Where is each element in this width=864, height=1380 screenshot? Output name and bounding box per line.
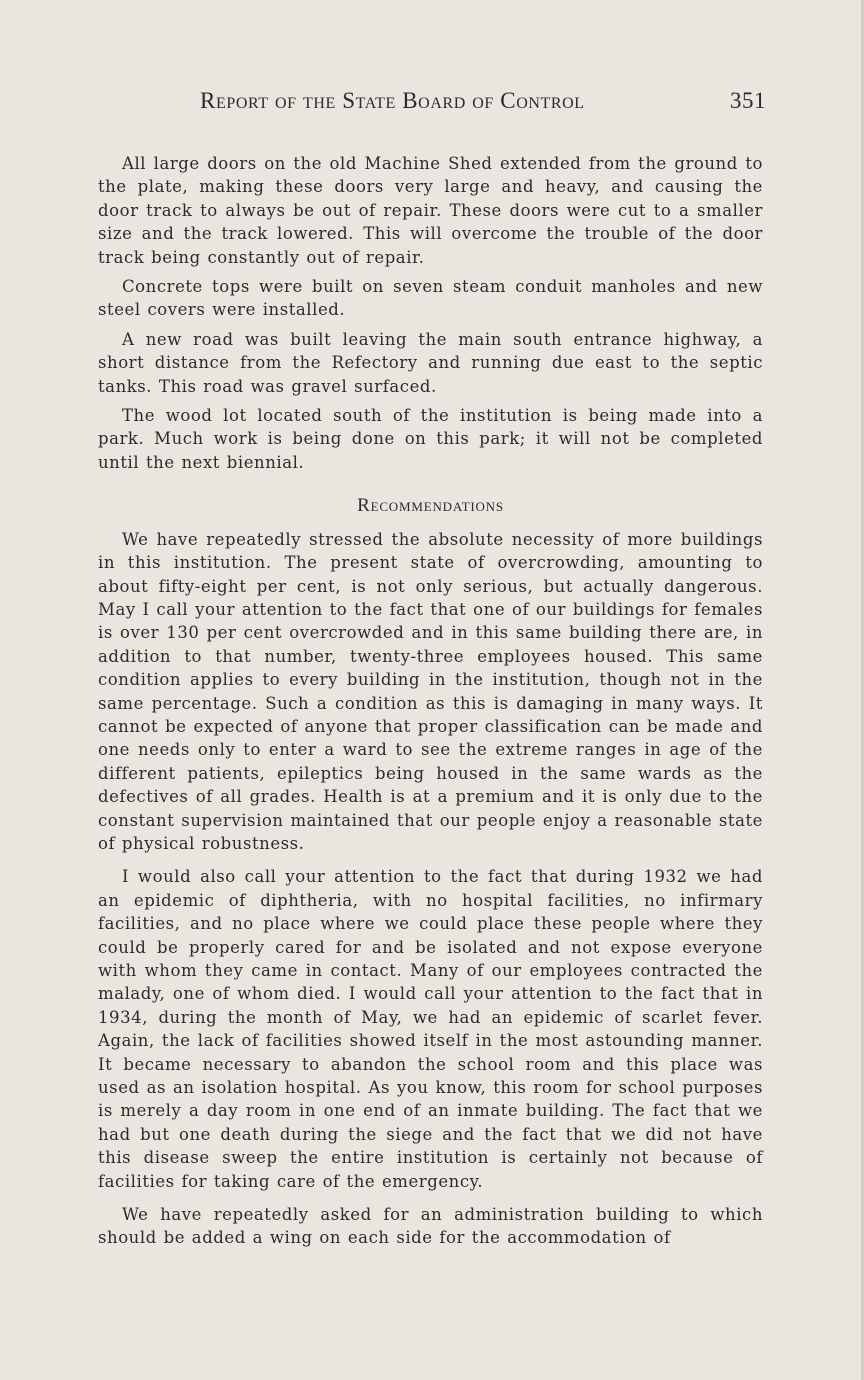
paragraph-machine-shed-doors: All large doors on the old Machine Shed extended from the ground to the plate, making these doors very large and heavy, and causing the door track to always be out of repair. These doors were cut to a smaller size and the track lowered. This will overcome the trouble of the door track being constantly out of repair. (98, 154, 763, 267)
running-head: Report of the State Board of Control (200, 88, 585, 113)
paragraph-wood-lot: The wood lot located south of the institution is being made into a park. Much work is being done on this park; it will not be completed until the next biennial. (98, 406, 763, 472)
paragraph-new-road: A new road was built leaving the main south entrance highway, a short distance from the Refectory and running due east to the septic tanks. This road was gravel surfaced. (98, 329, 763, 396)
page-header (200, 88, 766, 122)
paragraph-epidemics: I would also call your attention to the fact that during 1932 we had an epidemic of diphtheria, with no hospital facilities, no infirmary facilities, and no place where we could place these people where they could be properly cared for and be isolated and not expose everyone with whom they came in contact. Many of our employees contracted the malady, one of whom died. I would call your attention to the fact that in 1934, during the month of May, we had an epidemic of scarlet fever. Again, the lack of facilities showed itself in the most astounding manner. It became necessary to abandon the school room and this place was used as an isolation hospital. As you know, this room for school purposes is merely a day room in one end of an inmate building. The fact that we had but one death during the siege and the fact that we did not have this disease sweep the entire institution is certainly not because of facilities for taking care of the emergency. (98, 867, 763, 1191)
body-text (98, 152, 763, 1250)
paragraph-conduit-manholes: Concrete tops were built on seven steam conduit manholes and new steel covers were installed. (98, 277, 763, 320)
section-heading-recommendations: Recommendations (357, 495, 504, 517)
paragraph-administration-building: We have repeatedly asked for an administration building to which should be added a wing on each side for the accommodation of (98, 1205, 763, 1248)
paragraph-overcrowding: We have repeatedly stressed the absolute necessity of more buildings in this institution. The present state of overcrowding, amounting to about fifty-eight per cent, is not only serious, but actually dangerous. May I call your attention to the fact that one of our buildings for females is over 130 per cent overcrowded and in this same building there are, in addition to that number, twenty-three employees housed. This same condition applies to every building in the institution, though not in the same percentage. Such a condition as this is damaging in many ways. It cannot be expected of anyone that proper classification can be made and one needs only to enter a ward to see the extreme ranges in age of the different patients, epileptics being housed in the same wards as the defectives of all grades. Health is at a premium and it is only due to the constant supervision maintained that our people enjoy a reasonable state of physical robustness. (98, 529, 763, 853)
page-number: 351 (730, 88, 766, 113)
